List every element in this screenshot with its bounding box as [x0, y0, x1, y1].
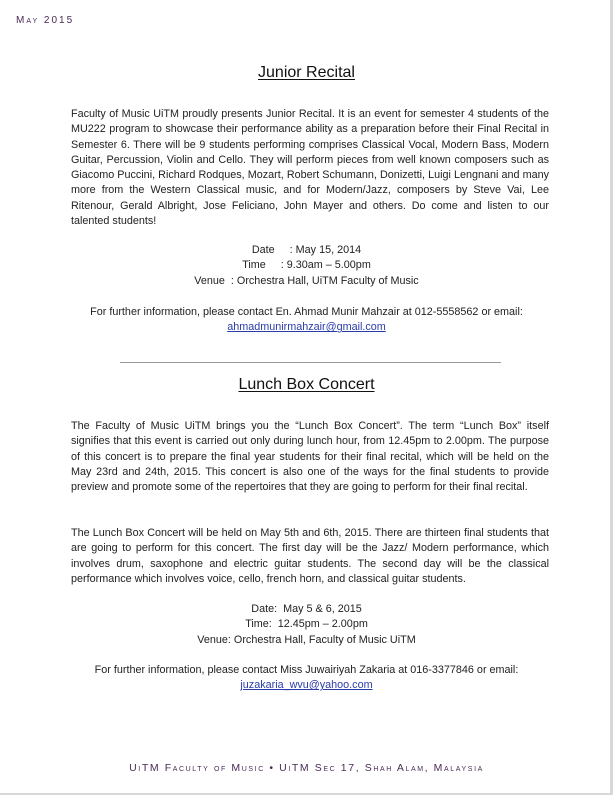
lunch-box-concert-contact: [0, 663, 613, 694]
junior-recital-email-link[interactable]: ahmadmunirmahzair@gmail.com: [227, 321, 386, 334]
junior-recital-venue: Venue : Orchestra Hall, UiTM Faculty of Music: [194, 274, 419, 287]
lunch-box-concert-email-link[interactable]: juzakaria_wvu@yahoo.com: [240, 679, 373, 692]
masthead-date: May 2015: [16, 15, 75, 26]
lunch-box-concert-venue: Venue: Orchestra Hall, Faculty of Music UiTM: [197, 633, 416, 646]
lunch-box-concert-description: The Faculty of Music UiTM brings you the “Lunch Box Concert”. The term “Lunch Box” itself signifies that this event is carried out only during lunch hour, from 12.45pm to 2.00pm. The purpose of this concert is to prepare the final year students for their final recital, which will be held on the May 23rd and 24th, 2015. This concert is also one of the ways for the final students to provide preview and promote some of the repertoires that they are going to perform for their final recital.: [71, 420, 549, 494]
junior-recital-contact: [0, 305, 613, 336]
junior-recital-date: Date : May 15, 2014: [251, 244, 362, 256]
junior-recital-description: Faculty of Music UiTM proudly presents Junior Recital. It is an event for semester 4 students of the MU222 program to showcase their performance ability as a preparation before their Final Recital in Semester 6. There will be 9 students performing comprises Classical Vocal, Modern Bass, Modern Guitar, Percussion, Violin and Cello. They will perform pieces from well known composers such as Giacomo Puccini, Richard Rodques, Mozart, Robert Schumann, Donizetti, Luigi Lengnani and many more from the Western Classical music, and for Modern/Jazz, composers by Steve Vai, Lee Ritenour, Gerald Albright, Jose Feliciano, John Mayer and others. Do come and listen to our talented students!: [71, 108, 549, 228]
junior-recital-details: [0, 243, 613, 289]
lunch-box-concert-title: Lunch Box Concert: [238, 376, 375, 393]
lunch-box-concert-schedule: The Lunch Box Concert will be held on May 5th and 6th, 2015. There are thirteen final students that are going to perform for this concert. The first day will be the Jazz/ Modern performance, which involves drum, saxophone and electric guitar students. The second day will be the classical performance which involves voice, cello, french horn, and classical guitar students.: [71, 527, 549, 585]
section-divider: [120, 362, 501, 363]
junior-recital-contact-text: For further information, please contact En. Ahmad Munir Mahzair at 012-5558562 or email:: [90, 306, 523, 318]
junior-recital-title: Junior Recital: [258, 64, 355, 81]
lunch-box-concert-details: [0, 602, 613, 648]
lunch-box-concert-date: Date: May 5 & 6, 2015: [251, 603, 362, 615]
lunch-box-concert-contact-text: For further information, please contact Miss Juwairiyah Zakaria at 016-3377846 or email:: [94, 664, 519, 676]
page-footer: UiTM Faculty of Music • UiTM Sec 17, Shah Alam, Malaysia: [129, 762, 484, 774]
lunch-box-concert-time: Time: 12.45pm – 2.00pm: [245, 618, 368, 631]
junior-recital-time: Time : 9.30am – 5.00pm: [242, 259, 371, 272]
